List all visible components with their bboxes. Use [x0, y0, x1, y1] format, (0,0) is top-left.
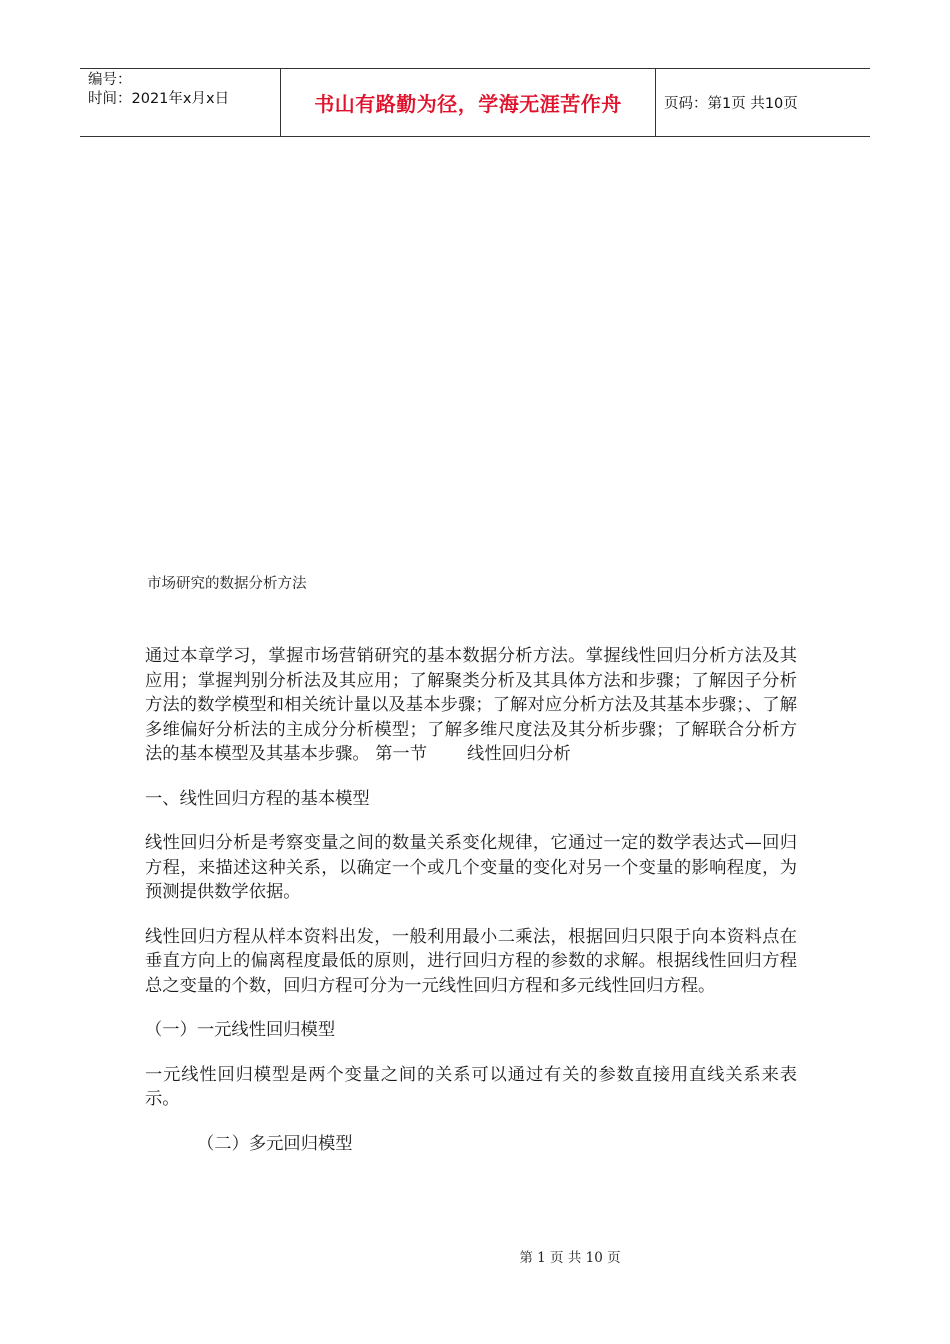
- header-page-info: 页码：第1页 共10页: [664, 96, 798, 112]
- page-footer: 第 1 页 共 10 页: [519, 1250, 621, 1266]
- document-body: [145, 644, 797, 1176]
- subsection-heading: （一）一元线性回归模型: [145, 1020, 336, 1040]
- section-heading: 一、线性回归方程的基本模型: [145, 788, 370, 809]
- document-time-label: 时间：2021年x月x日: [88, 91, 230, 107]
- header-meta: [80, 69, 281, 136]
- page-header: [80, 68, 870, 137]
- header-motto: 书山有路勤为径，学海无涯苦作舟: [281, 69, 656, 136]
- body-paragraph: 线性回归方程从样本资料出发，一般利用最小二乘法，根据回归只限于向本资料点在垂直方向上的偏离程度最低的原则，进行回归方程的参数的求解。根据线性回归方程总之变量的个数，回归方程可分为一元线性回归方程和多元线性回归方程。: [145, 926, 797, 996]
- intro-paragraph: 通过本章学习，掌握市场营销研究的基本数据分析方法。掌握线性回归分析方法及其应用；掌握判别分析法及其应用；了解聚类分析及其具体方法和步骤；了解因子分析方法的数学模型和相关统计量以及基本步骤；了解对应分析方法及其基本步骤；、了解多维偏好分析法的主成分分析模型；了解多维尺度法及其分析步骤；了解联合分析方法的基本模型及其基本步骤。 第一节 线性回归分析: [145, 646, 797, 764]
- body-paragraph: 一元线性回归模型是两个变量之间的关系可以通过有关的参数直接用直线关系来表示。: [145, 1064, 797, 1109]
- body-paragraph: 线性回归分析是考察变量之间的数量关系变化规律，它通过一定的数学表达式—回归方程，来描述这种关系，以确定一个或几个变量的变化对另一个变量的影响程度，为预测提供数学依据。: [145, 833, 797, 902]
- subsection-heading: （二）多元回归模型: [197, 1133, 353, 1154]
- document-title: 市场研究的数据分析方法: [147, 576, 307, 592]
- document-number-label: 编号：: [88, 72, 132, 88]
